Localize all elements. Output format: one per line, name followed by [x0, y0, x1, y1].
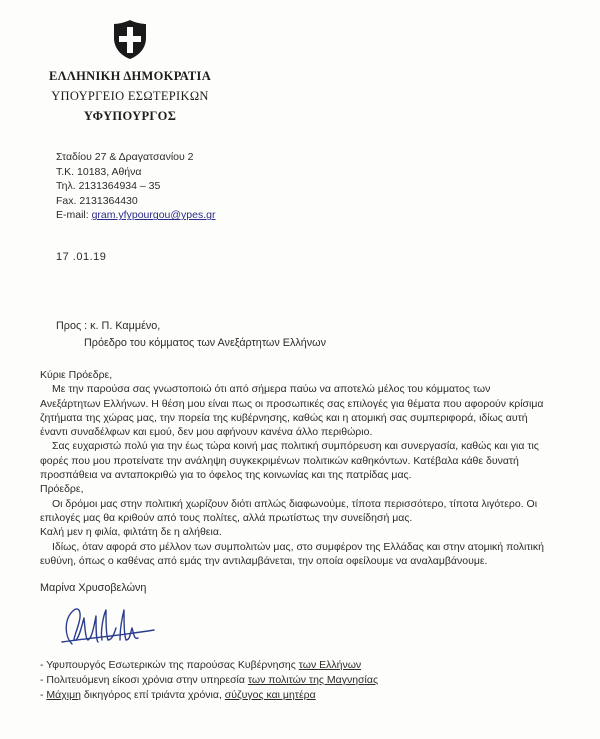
body-line: Ανεξάρτητων Ελλήνων. Η θέση μου είναι πως οι προσωπικές σας επιλογές για θέματα που αφορούν κρίσιμα [40, 397, 544, 410]
body-line: έναντι συναδέλφων και εμού, δεν μου αφήνουν κανένα άλλο περιθώριο. [40, 426, 373, 439]
credential-text: - Πολιτευόμενη είκοσι χρόνια στην υπηρεσία [40, 673, 248, 686]
body-line: φορές που μου προτείνατε την ανάληψη συγκεκριμένων πολιτικών καθηκόντων. Κατέβαλα κάθε δυνατή [40, 454, 519, 467]
body-line: ζητήματα της χώρας μας, την πορεία της κυβέρνησης, καθώς και η ατομική σας συμπεριφορά, ιδίως αυτή [40, 411, 528, 424]
body-line: επιλογές μας θα κριθούν από τους πολίτες, αλλά πρωτίστως την συνείδησή μας. [40, 511, 413, 524]
salutation: Κύριε Πρόεδρε, [40, 369, 113, 381]
credential-underlined: των πολιτών της Μαγνησίας [247, 673, 379, 686]
credential-dash: - [40, 688, 47, 701]
credential-line-2 [40, 673, 378, 688]
body-address: Πρόεδρε, [40, 483, 84, 496]
letterhead [30, 18, 230, 126]
credential-text: δικηγόρος επί τριάντα χρόνια, [80, 688, 225, 701]
recipient-block [56, 318, 326, 352]
address-street: Σταδίου 27 & Δραγατσανίου 2 [56, 151, 194, 163]
address-fax: Fax. 2131364430 [56, 194, 138, 207]
body-line: Καλή μεν η φιλία, φιλτάτη δε η αλήθεια. [40, 526, 222, 539]
email-link[interactable]: gram.yfypourgou@ypes.gr [91, 209, 216, 222]
credential-line-3 [40, 688, 378, 703]
credential-line-1 [40, 658, 378, 673]
body-line: Ιδίως, όταν αφορά στο μέλλον των συμπολιτών μας, στο συμφέρον της Ελλάδας και στην ατομική πολιτική [52, 540, 544, 553]
sender-address [56, 150, 215, 223]
ministry-title: ΥΠΟΥΡΓΕΙΟ ΕΣΩΤΕΡΙΚΩΝ [51, 89, 209, 103]
letter-date: 17 .01.19 [56, 251, 107, 263]
body-line: Με την παρούσα σας γνωστοποιώ ότι από σήμερα παύω να αποτελώ μέλος του κόμματος των [52, 383, 491, 396]
credential-text: - Υφυπουργός Εσωτερικών της παρούσας Κυβέρνησης [40, 659, 299, 671]
address-email [56, 208, 215, 223]
email-label: E-mail: [56, 209, 92, 222]
credential-underlined: των Ελλήνων [298, 659, 362, 671]
office-title: ΥΦΥΠΟΥΡΓΟΣ [83, 109, 177, 123]
body-line: προσπάθεια να ανταποκριθώ για το όφελος της κοινωνίας και της πατρίδας μας. [40, 469, 412, 482]
signer-name: Μαρίνα Χρυσοβελώνη [40, 582, 147, 594]
body-line: ευθύνη, όπως ο καθένας από εμάς την αντιλαμβάνεται, την οποία οφείλουμε να αναλαμβάνουμε. [40, 554, 488, 567]
body-line: Σας ευχαριστώ πολύ για την έως τώρα κοινή μας πολιτική συμπόρευση και συνεργασία, καθώς και για τις [52, 440, 539, 453]
handwritten-signature [58, 600, 168, 652]
address-phone: Τηλ. 2131364934 – 35 [56, 180, 161, 193]
letter-body [40, 368, 570, 568]
address-postal: Τ.Κ. 10183, Αθήνα [56, 165, 142, 178]
republic-title: ΕΛΛΗΝΙΚΗ ΔΗΜΟΚΡΑΤΙΑ [48, 69, 212, 83]
recipient-line-1: Προς : κ. Π. Καμμένο, [56, 320, 161, 332]
recipient-line-2: Πρόεδρο του κόμματος των Ανεξάρτητων Ελλήνων [84, 337, 326, 349]
credential-underlined: Μάχιμη [46, 688, 81, 701]
credential-underlined: σύζυγος και μητέρα [224, 688, 316, 701]
body-line: Οι δρόμοι μας στην πολιτική χωρίζουν διότι απλώς διαφωνούμε, τίποτα περισσότερο, τίποτα λιγότερο. Οι [52, 497, 538, 510]
signer-credentials [40, 658, 378, 702]
greek-coat-of-arms-icon [110, 18, 150, 60]
